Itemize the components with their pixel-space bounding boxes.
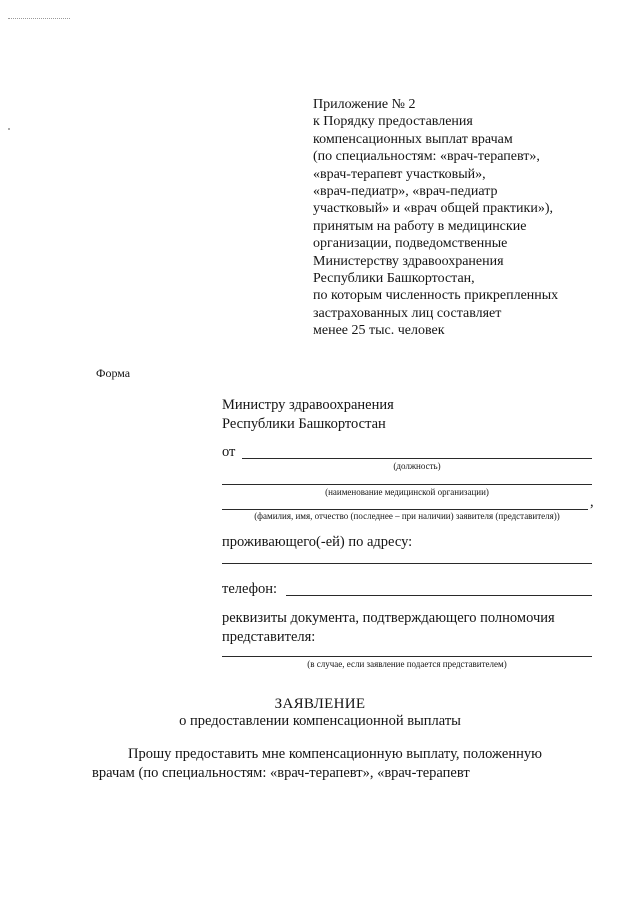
addressee-line: Министру здравоохранения — [222, 397, 394, 413]
annex-line: «врач-педиатр», «врач-педиатр — [313, 184, 498, 200]
statement-title: ЗАЯВЛЕНИЕ — [274, 696, 366, 712]
scan-artifact-dot — [8, 128, 10, 130]
requisites-label — [222, 610, 596, 627]
scan-artifact — [8, 18, 70, 21]
annex-line: Республики Башкортостан, — [313, 271, 475, 287]
form-label: Форма — [96, 366, 131, 380]
requisites-field[interactable] — [222, 656, 592, 657]
fullname-field[interactable] — [222, 509, 588, 510]
annex-line: Приложение № 2 — [313, 97, 416, 112]
organization-field[interactable] — [222, 484, 592, 485]
body-word: врачам — [92, 765, 135, 781]
body-word: «врач-терапевт — [377, 765, 470, 781]
body-line-1: Прошу предоставить мне компенсационную выплату, положенную — [128, 746, 542, 762]
annex-line: (по специальностям: «врач-терапевт», — [313, 149, 540, 165]
requisites-text: реквизиты документа, подтверждающего полномочия — [222, 610, 555, 626]
address-field[interactable] — [222, 563, 592, 564]
annex-line: принятым на работу в медицинские — [313, 218, 527, 234]
annex-line: Министерству здравоохранения — [313, 253, 504, 269]
address-label: проживающего(-ей) по адресу: — [222, 534, 413, 550]
annex-line: участковый» и «врач общей практики»), — [313, 201, 553, 217]
annex-header — [313, 96, 613, 340]
annex-line: «врач-терапевт участковый», — [313, 166, 486, 182]
fullname-hint: (фамилия, имя, отчество (последнее – при наличии) заявителя (представителя)) — [254, 511, 560, 521]
from-label: от — [222, 444, 236, 460]
comma-mark: , — [590, 494, 594, 510]
addressee-block — [222, 396, 394, 434]
body-word: (по — [138, 765, 159, 781]
annex-line: компенсационных выплат врачам — [313, 131, 513, 147]
annex-line: менее 25 тыс. человек — [313, 323, 445, 339]
requisites-label-2: представителя: — [222, 629, 316, 645]
statement-subtitle: о предоставлении компенсационной выплаты — [179, 713, 461, 729]
position-hint: (должность) — [393, 461, 441, 471]
statement-body — [92, 745, 597, 783]
representative-hint: (в случае, если заявление подается представителем) — [307, 659, 507, 669]
body-line-2 — [92, 764, 597, 783]
annex-line: к Порядку предоставления — [313, 114, 473, 130]
phone-label: телефон: — [222, 581, 278, 597]
annex-line: застрахованных лиц составляет — [313, 305, 502, 321]
body-word: специальностям: — [161, 765, 267, 781]
body-word: «врач-терапевт», — [269, 765, 374, 781]
phone-field[interactable] — [286, 595, 592, 596]
organization-hint: (наименование медицинской организации) — [325, 487, 489, 497]
annex-line: организации, подведомственные — [313, 236, 508, 252]
addressee-line: Республики Башкортостан — [222, 416, 386, 432]
annex-line: по которым численность прикрепленных — [313, 288, 559, 304]
position-field[interactable] — [242, 458, 592, 459]
